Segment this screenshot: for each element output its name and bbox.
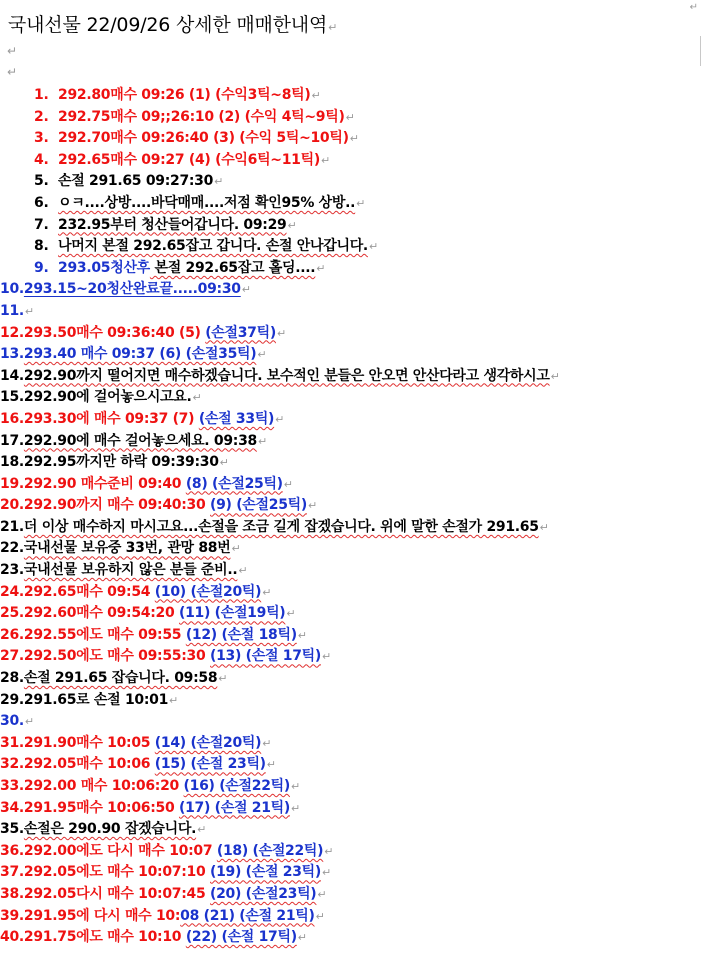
list-item-text: (15) (손절 23틱)	[154, 756, 266, 773]
empty-paragraph-mark: ↵	[7, 65, 18, 79]
list-item	[0, 431, 698, 453]
paragraph-mark: ↵	[266, 758, 276, 772]
list-item-text: 292.00 매수 10:06:20	[23, 778, 184, 794]
list-item	[0, 560, 698, 582]
list-item-number: 15.	[0, 389, 24, 406]
list-item-number: 28.	[0, 670, 24, 687]
list-item-number: 31.	[0, 734, 24, 751]
list-item-text: 292.90까지 매수 09:40:30	[23, 497, 210, 514]
list-item-number: 36.	[0, 842, 24, 859]
list-item-text: 292.70매수 09:26:40 (3) (수익 5틱~10틱)	[58, 130, 349, 147]
paragraph-mark: ↵	[321, 866, 331, 880]
list-item	[0, 906, 698, 928]
list-item-text: 292.05매수 10:06	[23, 756, 155, 773]
list-item-text: 292.60매수 09:54:20	[23, 605, 179, 622]
paragraph-mark: ↵	[219, 456, 229, 470]
paragraph-mark: ↵	[539, 520, 549, 534]
list-item-number: 14.	[0, 367, 24, 384]
list-item	[0, 517, 698, 539]
list-item	[34, 258, 698, 280]
list-item-number: 25.	[0, 605, 24, 622]
list-item-text: 291.90매수 10:05	[23, 734, 155, 751]
list-item-text: (18) (손절22틱)	[216, 842, 324, 859]
list-item-text: 292.00에도 다시 매수 10:07	[23, 842, 217, 859]
list-item	[0, 690, 698, 712]
list-item-number: 16.	[0, 410, 24, 427]
list-item-text: 293.15~20청산완료끝.....09:30	[23, 281, 241, 298]
paragraph-mark: ↵	[287, 218, 297, 232]
list-item-number: 24.	[0, 583, 24, 600]
trade-log-list	[0, 85, 698, 949]
list-item-text: (손절 33틱)	[198, 410, 275, 427]
document-title-text: 국내선물 22/09/26 상세한 매매한내역	[8, 14, 328, 36]
list-item-number: 32.	[0, 756, 24, 773]
list-item	[0, 603, 698, 625]
list-item-text: 292.50에도 매수 09:55:30	[23, 648, 210, 665]
list-item-number: 34.	[0, 799, 24, 816]
list-item	[0, 798, 698, 820]
list-item	[0, 927, 698, 949]
list-item	[0, 711, 698, 733]
list-item-text: 손절은 290.90 잡겠습니다.	[23, 821, 197, 838]
paragraph-mark: ↵	[297, 931, 307, 945]
list-item-text: 292.80매수 09:26 (1) (수익3틱~8틱)	[58, 87, 311, 103]
list-item-number: 12.	[0, 324, 24, 341]
list-item	[0, 884, 698, 906]
paragraph-mark: ↵	[328, 21, 338, 34]
list-item-number: 2.	[34, 108, 49, 125]
list-item	[0, 495, 698, 517]
list-item-text: (16) (손절22틱)	[183, 778, 290, 794]
list-item-number: 7.	[34, 216, 49, 233]
list-item	[34, 193, 698, 215]
paragraph-mark: ↵	[275, 412, 285, 426]
list-item-text: (8) (손절25틱)	[185, 475, 283, 492]
list-item-number: 13.	[0, 346, 24, 363]
paragraph-mark: ↵	[262, 736, 272, 750]
paragraph-mark: ↵	[307, 499, 317, 513]
list-item	[34, 236, 698, 258]
margin-line	[700, 36, 701, 66]
list-item-text: (20) (손절23틱)	[210, 885, 317, 902]
list-item-text: (19) (손절 23틱)	[210, 864, 321, 881]
list-item-number: 26.	[0, 626, 24, 643]
list-item-number: 35.	[0, 821, 24, 838]
list-item-number: 6.	[34, 194, 49, 211]
list-item	[0, 862, 698, 884]
paragraph-mark: ↵	[197, 823, 207, 837]
list-item-text: 293.40 매수 09:37 (6) (손절35틱)	[23, 346, 257, 363]
list-item	[0, 279, 698, 301]
list-item-text: 292.65매수 09:54	[23, 583, 155, 600]
list-item-number: 23.	[0, 562, 24, 579]
list-item-text: 292.05다시 매수 10:07:45	[23, 885, 210, 902]
list-item	[34, 171, 698, 193]
list-item-text: 본절 292.65잡고 홀딩....	[149, 259, 316, 276]
paragraph-mark: ↵	[345, 110, 355, 124]
list-item-text: 291.75에도 매수 10:10	[23, 929, 186, 946]
paragraph-mark: ↵	[24, 304, 34, 318]
list-item	[0, 841, 698, 863]
list-item-text: (11) (손절19틱)	[178, 605, 286, 622]
paragraph-mark: ↵	[316, 261, 326, 275]
list-item-number: 4.	[34, 151, 49, 168]
paragraph-mark: ↵	[349, 132, 359, 146]
list-item	[0, 625, 698, 647]
list-item-text: 293.05청산후	[58, 259, 150, 276]
list-item-number: 37.	[0, 864, 24, 881]
list-item-text: 나머지 본절 292.65잡고 갑니다. 손절 안나갑니다.	[58, 238, 368, 255]
list-item-text: 292.05에도 매수 10:07:10	[23, 864, 210, 881]
list-item	[0, 344, 698, 366]
list-item-text: 292.75매수 09;;26:10 (2) (수익 4틱~9틱)	[58, 108, 345, 125]
list-item-text: 292.90까지 떨어지면 매수하겠습니다. 보수적인 분들은 안오면 안산다라고 생각하시고	[23, 367, 550, 384]
document-title	[8, 10, 337, 37]
paragraph-mark: ↵	[257, 434, 267, 448]
list-item-text: 291.95에 다시 매수 10:	[23, 907, 181, 924]
list-item-number: 1.	[34, 87, 49, 103]
paragraph-mark: ↵	[290, 801, 300, 815]
paragraph-mark: ↵	[238, 564, 248, 578]
list-item-text: 08 (21) (손절 21틱)	[180, 907, 315, 924]
list-item-number: 39.	[0, 907, 24, 924]
list-item	[0, 776, 698, 798]
paragraph-mark: ↵	[297, 628, 307, 642]
list-item	[0, 819, 698, 841]
list-item	[34, 128, 698, 150]
list-item-text: 293.30에 매수 09:37 (7)	[23, 410, 199, 427]
paragraph-mark: ↵	[311, 89, 321, 102]
list-item	[0, 646, 698, 668]
list-item	[34, 107, 698, 129]
list-item-text: (22) (손절 17틱)	[185, 929, 297, 946]
list-item-text: 국내선물 보유하지 않은 분들 준비..	[23, 562, 238, 579]
list-item-number: 5.	[34, 173, 49, 190]
paragraph-mark: ↵	[169, 693, 178, 707]
list-item-text: 291.65로 손절 10:01	[23, 691, 169, 708]
list-item-text: 292.90에 걸어놓으시고요.	[23, 389, 192, 406]
list-item	[0, 668, 698, 690]
list-item	[0, 387, 698, 409]
paragraph-mark: ↵	[315, 909, 325, 923]
paragraph-mark: ↵	[231, 542, 241, 556]
list-item-number: 29.	[0, 691, 24, 708]
paragraph-mark: ↵	[24, 715, 34, 729]
list-item-number: 17.	[0, 432, 24, 449]
paragraph-mark: ↵	[320, 153, 330, 167]
list-item	[0, 301, 698, 323]
list-item-number: 33.	[0, 778, 24, 794]
list-item-text: 손절 291.65 잡습니다. 09:58	[23, 670, 218, 687]
list-item-number: 9.	[34, 259, 49, 276]
empty-paragraph-mark: ↵	[7, 44, 18, 58]
list-item-text: 292.55에도 매수 09:55	[23, 626, 186, 643]
list-item-number: 3.	[34, 130, 49, 147]
paragraph-mark: ↵	[689, 2, 698, 13]
list-item-text: (10) (손절20틱)	[154, 583, 262, 600]
list-item-text: (12) (손절 18틱)	[185, 626, 297, 643]
list-item-text: (13) (손절 17틱)	[210, 648, 321, 665]
list-item-text: 292.90에 매수 걸어놓으세요. 09:38	[23, 432, 257, 449]
paragraph-mark: ↵	[257, 348, 267, 362]
list-item-number: 30.	[0, 713, 24, 730]
list-item-number: 11.	[0, 302, 24, 319]
list-item	[0, 538, 698, 560]
list-item	[0, 754, 698, 776]
list-item-text: 더 이상 매수하지 마시고요...손절을 조금 길게 잡겠습니다. 위에 말한 손절가 291.65	[23, 518, 539, 535]
list-item-text: (17) (손절 21틱)	[178, 799, 290, 816]
list-item-text: 232.95부터 청산들어갑니다. 09:29	[58, 216, 287, 233]
paragraph-mark: ↵	[262, 585, 272, 599]
paragraph-mark: ↵	[317, 887, 327, 901]
list-item-text: ㅇㅋ....상방....바닥매매....저점 확인95% 상방..	[58, 194, 356, 211]
list-item	[0, 366, 698, 388]
paragraph-mark: ↵	[214, 175, 223, 189]
paragraph-mark: ↵	[192, 391, 202, 405]
list-item	[0, 409, 698, 431]
list-item-number: 21.	[0, 518, 24, 535]
list-item-text: (손절37틱)	[205, 324, 276, 341]
list-item-number: 8.	[34, 238, 49, 255]
list-item	[0, 323, 698, 345]
list-item-text: 292.65매수 09:27 (4) (수익6틱~11틱)	[58, 151, 320, 168]
list-item-number: 27.	[0, 648, 24, 665]
list-item-text: 국내선물 보유중 33번, 관망 88번	[23, 540, 231, 557]
paragraph-mark: ↵	[324, 844, 334, 858]
list-item-text: (9) (손절25틱)	[210, 497, 307, 514]
list-item	[0, 582, 698, 604]
list-item-number: 38.	[0, 885, 24, 902]
paragraph-mark: ↵	[276, 326, 286, 340]
list-item-number: 22.	[0, 540, 24, 557]
paragraph-mark: ↵	[241, 283, 251, 297]
list-item	[34, 150, 698, 172]
list-item	[0, 474, 698, 496]
list-item	[34, 85, 698, 107]
paragraph-mark: ↵	[356, 196, 366, 210]
list-item	[0, 452, 698, 474]
list-item-number: 20.	[0, 497, 24, 514]
list-item-text: 293.50매수 09:36:40 (5)	[23, 324, 206, 341]
list-item-text: (14) (손절20틱)	[154, 734, 262, 751]
list-item-number: 19.	[0, 475, 24, 492]
list-item-number: 18.	[0, 454, 24, 471]
list-item	[34, 215, 698, 237]
list-item-number: 10.	[0, 281, 24, 298]
paragraph-mark: ↵	[321, 650, 331, 664]
paragraph-mark: ↵	[550, 369, 560, 383]
paragraph-mark: ↵	[218, 672, 228, 686]
list-item-text: 손절 291.65 09:27:30	[58, 173, 214, 190]
paragraph-mark: ↵	[290, 780, 300, 793]
paragraph-mark: ↵	[283, 477, 293, 491]
list-item	[0, 733, 698, 755]
list-item-text: 291.95매수 10:06:50	[23, 799, 179, 816]
paragraph-mark: ↵	[368, 240, 378, 254]
list-item-text: 292.90 매수준비 09:40	[23, 475, 186, 492]
paragraph-mark: ↵	[286, 607, 296, 621]
list-item-text: 292.95까지만 하락 09:39:30	[23, 454, 219, 471]
list-item-number: 40.	[0, 929, 24, 946]
